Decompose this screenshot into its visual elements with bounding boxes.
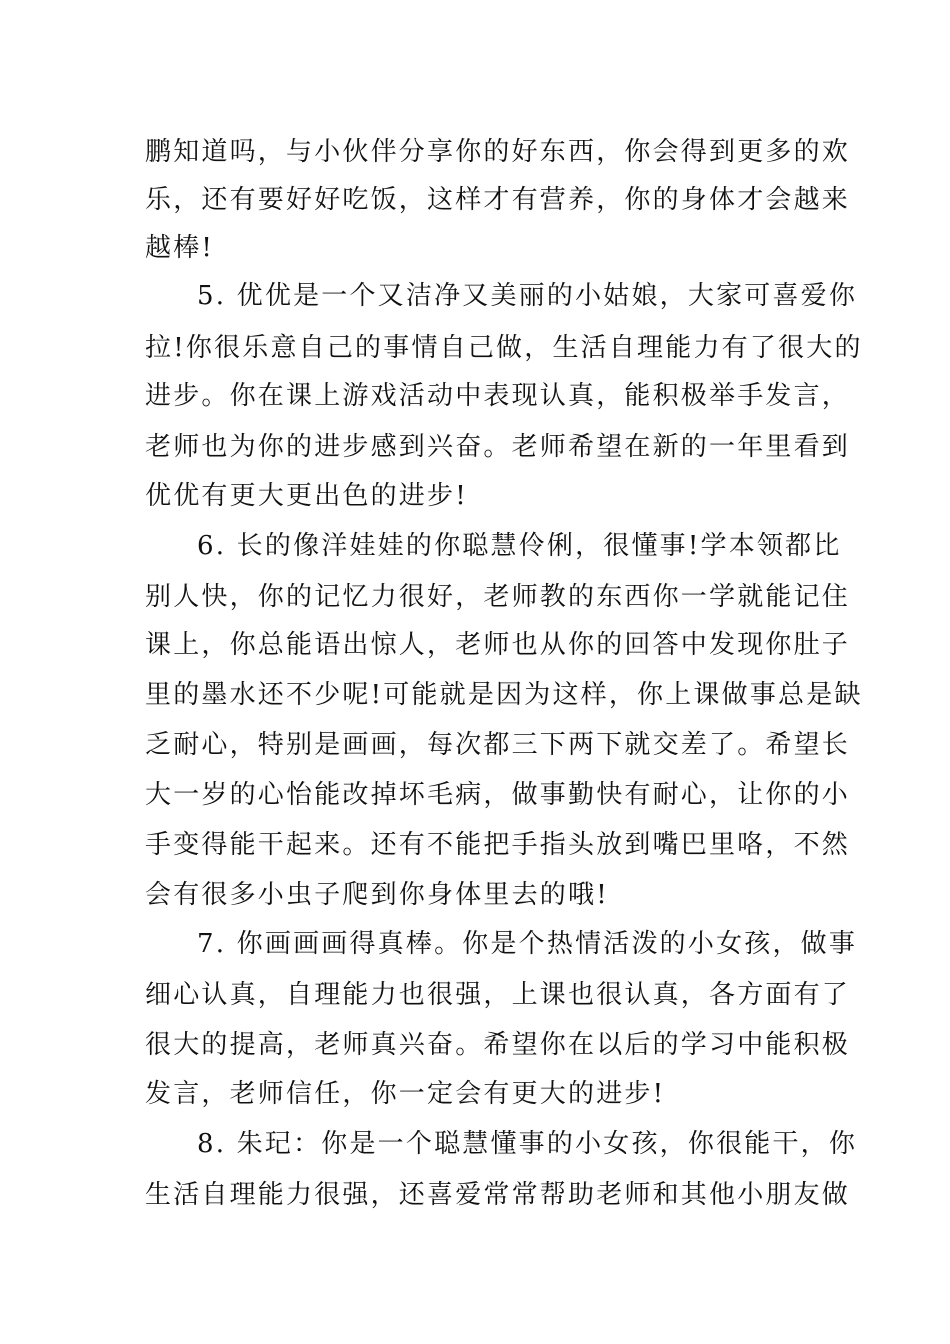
text-line: 越棒! [145, 233, 215, 263]
text-line: 细心认真，自理能力也很强，上课也很认真，各方面有了 [145, 980, 851, 1010]
text-line: 会有很多小虫子爬到你身体里去的哦! [145, 880, 609, 910]
paragraph-start-6: 6. 长的像洋娃娃的你聪慧伶俐，很懂事!学本领都比 [197, 531, 842, 561]
text-line: 乐，还有要好好吃饭，这样才有营养，你的身体才会越来 [145, 185, 851, 215]
text-line: 发言，老师信任，你一定会有更大的进步! [145, 1079, 666, 1109]
text-line: 别人快，你的记忆力很好，老师教的东西你一学就能记住 [145, 582, 851, 612]
text-line: 乏耐心，特别是画画，每次都三下两下就交差了。希望长 [145, 730, 851, 760]
paragraph-start-7: 7. 你画画画得真棒。你是个热情活泼的小女孩，做事 [197, 929, 858, 959]
text-line: 大一岁的心怡能改掉坏毛病，做事勤快有耐心，让你的小 [145, 780, 851, 810]
text-line: 课上，你总能语出惊人，老师也从你的回答中发现你肚子 [145, 630, 851, 660]
text-line: 拉!你很乐意自己的事情自己做，生活自理能力有了很大的 [145, 333, 863, 363]
paragraph-start-5: 5. 优优是一个又洁净又美丽的小姑娘，大家可喜爱你 [197, 281, 858, 311]
text-line: 进步。你在课上游戏活动中表现认真，能积极举手发言， [145, 381, 851, 411]
paragraph-start-8: 8. 朱玘：你是一个聪慧懂事的小女孩，你很能干，你 [197, 1129, 858, 1159]
text-line: 里的墨水还不少呢!可能就是因为这样，你上课做事总是缺 [145, 680, 863, 710]
text-line: 优优有更大更出色的进步! [145, 481, 468, 511]
text-line: 生活自理能力很强，还喜爱常常帮助老师和其他小朋友做 [145, 1180, 851, 1210]
text-line: 很大的提高，老师真兴奋。希望你在以后的学习中能积极 [145, 1030, 851, 1060]
text-line: 老师也为你的进步感到兴奋。老师希望在新的一年里看到 [145, 432, 851, 462]
text-line: 鹏知道吗，与小伙伴分享你的好东西，你会得到更多的欢 [145, 137, 851, 167]
text-line: 手变得能干起来。还有不能把手指头放到嘴巴里咯，不然 [145, 830, 851, 860]
